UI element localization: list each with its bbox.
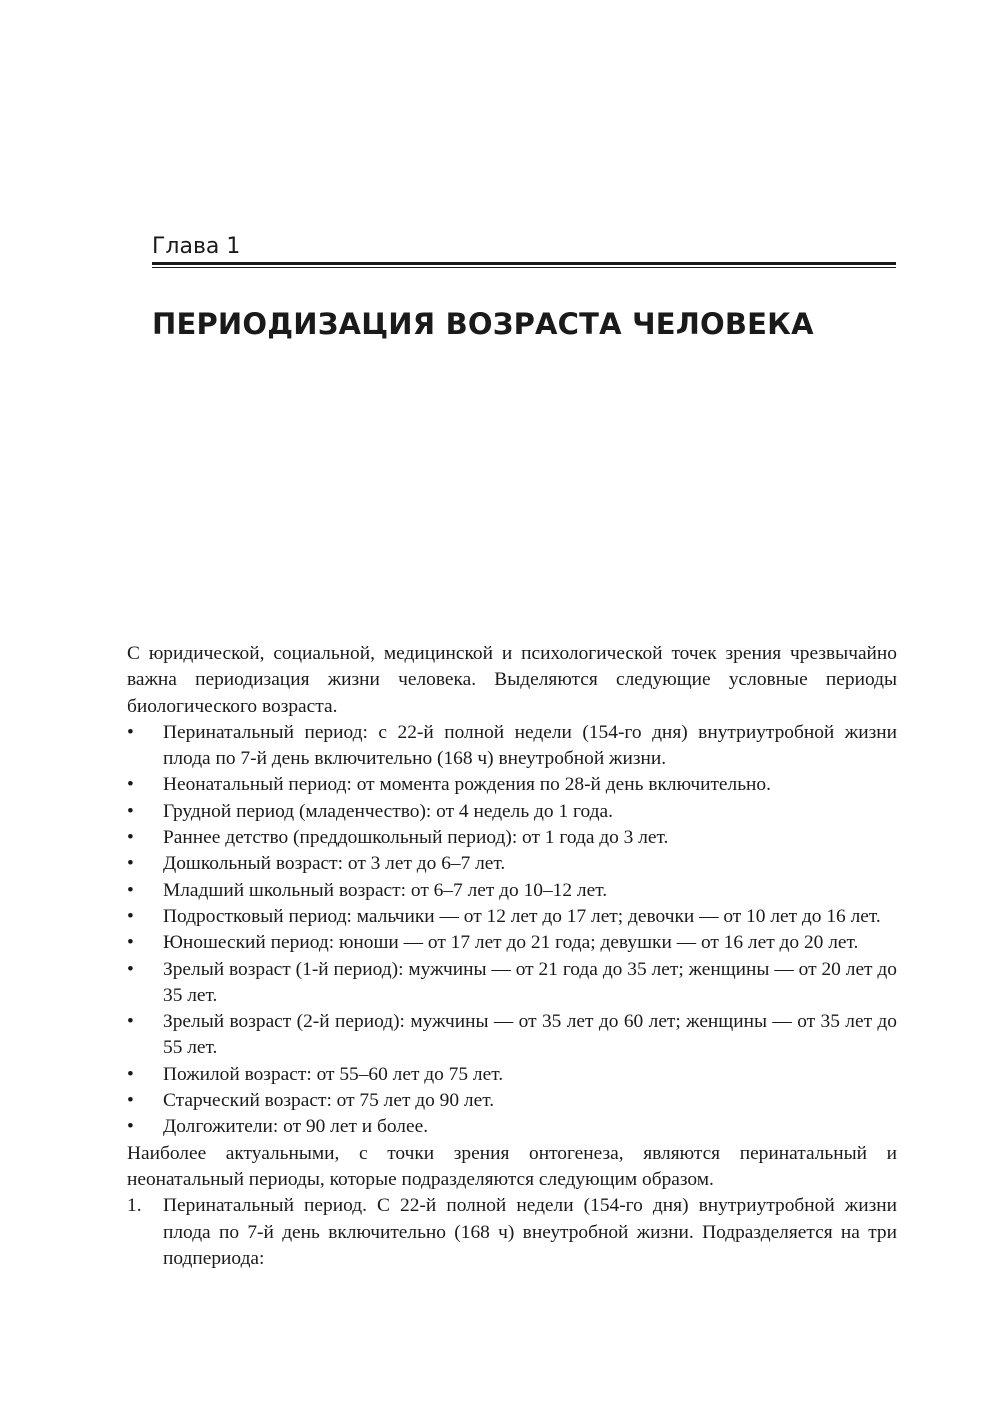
second-paragraph: Наиболее актуальными, с точки зрения онтогенеза, являются перинатальный и неонатальный периоды, которые подразделяются следующим образом. (127, 1142, 897, 1190)
period-item (127, 930, 897, 956)
intro-paragraph: С юридической, социальной, медицинской и психологической точек зрения чрезвычайно важна периодизация жизни человека. Выделяются следующие условные периоды биологического возраста. (127, 643, 897, 717)
period-item (127, 772, 897, 798)
chapter-label: Глава 1 (152, 234, 241, 259)
period-item (127, 851, 897, 877)
chapter-rule-thin (152, 267, 896, 268)
bullet-icon: • (127, 800, 134, 822)
bullet-icon: • (127, 827, 134, 849)
period-item (127, 904, 897, 930)
period-text: Неонатальный период: от момента рождения по 28-й день включительно. (163, 774, 771, 796)
numbered-item (127, 1193, 897, 1272)
periods-list (127, 720, 897, 1141)
period-text: Подростковый период: мальчики — от 12 лет до 17 лет; девочки — от 10 лет до 16 лет. (163, 905, 881, 927)
numbered-list (127, 1193, 897, 1272)
bullet-icon: • (127, 853, 134, 875)
period-item (127, 799, 897, 825)
bullet-icon: • (127, 1090, 134, 1112)
period-text: Пожилой возраст: от 55–60 лет до 75 лет. (163, 1063, 504, 1085)
period-text: Раннее детство (преддошкольный период): от 1 года до 3 лет. (163, 827, 669, 849)
period-item (127, 878, 897, 904)
bullet-icon: • (127, 1116, 134, 1138)
bullet-icon: • (127, 958, 134, 980)
period-item (127, 825, 897, 851)
period-item (127, 720, 897, 773)
period-text: Старческий возраст: от 75 лет до 90 лет. (163, 1090, 495, 1112)
period-item (127, 1062, 897, 1088)
period-text: Перинатальный период: с 22-й полной недели (154-го дня) внутриутробной жизни плода по 7-й день включительно (168 ч) внеутробной жизни. (163, 721, 897, 770)
bullet-icon: • (127, 879, 134, 901)
chapter-title: ПЕРИОДИЗАЦИЯ ВОЗРАСТА ЧЕЛОВЕКА (152, 307, 814, 341)
bullet-icon: • (127, 1063, 134, 1085)
bullet-icon: • (127, 905, 134, 927)
period-item (127, 957, 897, 1010)
period-item (127, 1009, 897, 1062)
item-number: 1. (127, 1195, 142, 1217)
chapter-rule-thick (152, 262, 896, 265)
period-item (127, 1114, 897, 1140)
period-item (127, 1088, 897, 1114)
item-text: Перинатальный период. С 22-й полной недели (154-го дня) внутриутробной жизни плода по 7-й день включительно (168 ч) внеутробной жизни. Подразделяется на три подпериода: (163, 1195, 897, 1269)
period-text: Дошкольный возраст: от 3 лет до 6–7 лет. (163, 853, 506, 875)
body-text (127, 641, 897, 1272)
period-text: Зрелый возраст (1-й период): мужчины — от 21 года до 35 лет; женщины — от 20 лет до 35 лет. (163, 958, 897, 1006)
bullet-icon: • (127, 721, 134, 743)
period-text: Долгожители: от 90 лет и более. (163, 1116, 429, 1138)
period-text: Младший школьный возраст: от 6–7 лет до 10–12 лет. (163, 879, 608, 901)
period-text: Грудной период (младенчество): от 4 недель до 1 года. (163, 800, 613, 822)
bullet-icon: • (127, 932, 134, 954)
bullet-icon: • (127, 1011, 134, 1033)
bullet-icon: • (127, 774, 134, 796)
period-text: Юношеский период: юноши — от 17 лет до 21 года; девушки — от 16 лет до 20 лет. (163, 932, 859, 954)
period-text: Зрелый возраст (2-й период): мужчины — от 35 лет до 60 лет; женщины — от 35 лет до 55 лет. (163, 1011, 897, 1059)
